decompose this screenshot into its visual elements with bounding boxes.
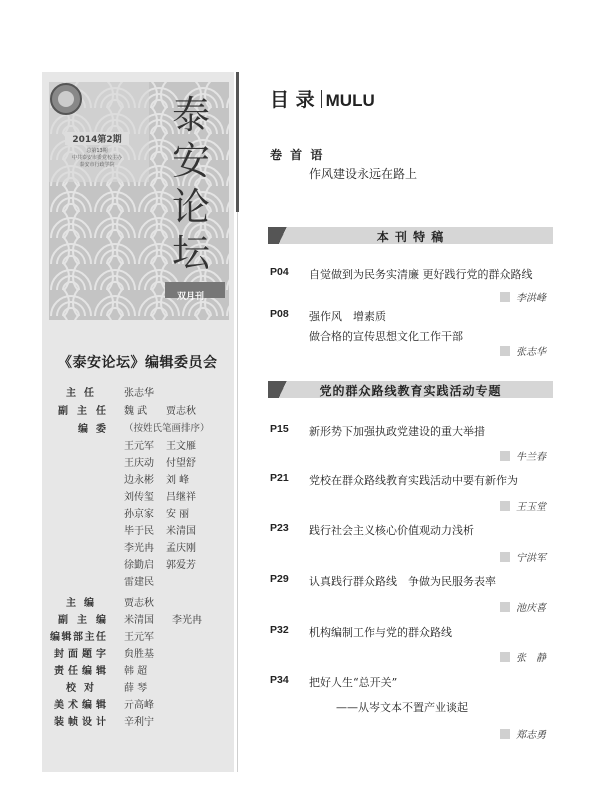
person-member: 孟庆刚 (166, 543, 196, 554)
person-member: 雷建民 (124, 577, 154, 588)
person-art-editor: 亓高峰 (124, 700, 154, 711)
person-member: 王文雁 (166, 441, 196, 452)
person-office-director: 王元军 (124, 632, 154, 643)
members-note: （按姓氏笔画排序） (124, 423, 210, 434)
toc-article-subtitle[interactable]: ——从岑文本不置产业谈起 (336, 701, 468, 714)
person-chief-editor: 贾志秋 (124, 598, 154, 609)
toc-author: 牛兰春 (500, 448, 580, 463)
cover-title-char: 坛 (171, 231, 210, 275)
role-responsible-editor: 责任编辑 (54, 666, 106, 677)
section-bar-special (268, 227, 553, 244)
person-responsible-editor: 韩 超 (124, 666, 148, 677)
toc-article-title[interactable]: 机构编制工作与党的群众路线 (309, 626, 452, 639)
role-director: 主 任 (66, 388, 94, 399)
toc-page-number: P34 (270, 674, 289, 686)
toc-page-number: P23 (270, 522, 289, 534)
person-director: 张志华 (124, 388, 154, 399)
role-proofreader: 校 对 (66, 683, 94, 694)
toc-author: 王玉堂 (500, 498, 580, 513)
section-label: 本 刊 特 稿 (376, 230, 445, 244)
person-deputy-editor: 李光冉 (172, 615, 202, 626)
toc-page-number: P32 (270, 624, 289, 636)
cover-small-line: 泰安市行政学院 (79, 162, 115, 168)
section-label: 党的群众路线教育实践活动专题 (319, 384, 502, 398)
divider-line (237, 212, 238, 772)
committee-title: 《泰安论坛》编辑委员会 (58, 355, 218, 371)
person-designer: 辛利宁 (124, 717, 154, 728)
toc-article-title[interactable]: 自觉做到为民务实清廉 更好践行党的群众路线 (309, 268, 533, 281)
toc-article-title[interactable]: 强作风 增素质 (309, 310, 386, 323)
cover-title-char: 安 (171, 139, 210, 183)
person-member: 王庆动 (124, 458, 154, 469)
role-cover-inscription: 封面题字 (54, 649, 106, 660)
role-art-editor: 美术编辑 (54, 700, 106, 711)
toc-article-title-line2[interactable]: 做合格的宣传思想文化工作干部 (309, 330, 463, 343)
toc-author: 李洪峰 (500, 289, 580, 304)
cover-small-line: 中共泰安市委党校主办 (71, 155, 122, 161)
person-vice-director: 魏 武 (124, 406, 148, 417)
person-member: 郭爱芳 (166, 560, 196, 571)
person-member: 刘传玺 (124, 492, 154, 503)
divider-bar (236, 72, 239, 212)
party-emblem-icon (49, 82, 83, 116)
person-member: 边永彬 (124, 475, 154, 486)
role-office-director: 编辑部主任 (50, 632, 106, 643)
preface-title[interactable]: 作风建设永远在路上 (309, 167, 418, 181)
cover-title-char: 论 (171, 185, 210, 229)
toc-heading-cn: 目 录 (270, 89, 315, 111)
toc-author: 郑志勇 (500, 726, 580, 741)
role-design: 装帧设计 (54, 717, 106, 728)
person-vice-director: 贾志秋 (166, 406, 196, 417)
role-vice-director: 副主任 (58, 406, 106, 417)
role-members: 编 委 (78, 424, 106, 435)
person-member: 米清国 (166, 526, 196, 537)
toc-page-number: P29 (270, 573, 289, 585)
preface-label: 卷 首 语 (270, 148, 325, 162)
person-member: 付望舒 (166, 458, 196, 469)
toc-page-number: P21 (270, 472, 289, 484)
cover-small-text (59, 148, 135, 169)
toc-author: 宁洪军 (500, 549, 580, 564)
toc-author: 张志华 (500, 343, 580, 358)
person-deputy-editor: 米清国 (124, 615, 154, 626)
toc-article-title[interactable]: 把好人生“总开关” (309, 676, 398, 689)
person-member: 毕于民 (124, 526, 154, 537)
cover-tag: 双月刊 (177, 292, 205, 302)
person-member: 吕继祥 (166, 492, 196, 503)
section-bar-topic (268, 381, 553, 398)
person-member: 徐勤启 (124, 560, 154, 571)
person-cover-inscription: 贠胜基 (124, 649, 154, 660)
cover-image (49, 82, 229, 320)
toc-author: 张 静 (500, 649, 580, 664)
heading-separator (321, 90, 322, 108)
toc-author: 池庆喜 (500, 599, 580, 614)
toc-article-title[interactable]: 践行社会主义核心价值观动力浅析 (309, 524, 474, 537)
cover-title-char: 泰 (171, 93, 210, 137)
toc-page-number: P08 (270, 308, 289, 320)
role-chief-editor: 主 编 (66, 598, 94, 609)
toc-heading (270, 85, 375, 112)
person-member: 王元军 (124, 441, 154, 452)
person-member: 李光冉 (124, 543, 154, 554)
toc-article-title[interactable]: 党校在群众路线教育实践活动中要有新作为 (309, 474, 518, 487)
role-deputy-editor: 副主编 (58, 615, 106, 626)
toc-page-number: P15 (270, 423, 289, 435)
cover-issue: 2014第2期 (65, 132, 129, 145)
person-member: 刘 峰 (166, 475, 190, 486)
toc-article-title[interactable]: 新形势下加强执政党建设的重大举措 (309, 425, 485, 438)
person-member: 孙京家 (124, 509, 154, 520)
toc-article-title[interactable]: 认真践行群众路线 争做为民服务表率 (309, 575, 496, 588)
person-member: 安 丽 (166, 509, 190, 520)
cover-issue-sub: 总第13期 (86, 148, 108, 154)
toc-heading-en: MULU (325, 91, 375, 110)
cover-title (161, 92, 221, 276)
toc-page-number: P04 (270, 266, 289, 278)
person-proofreader: 薛 琴 (124, 683, 148, 694)
